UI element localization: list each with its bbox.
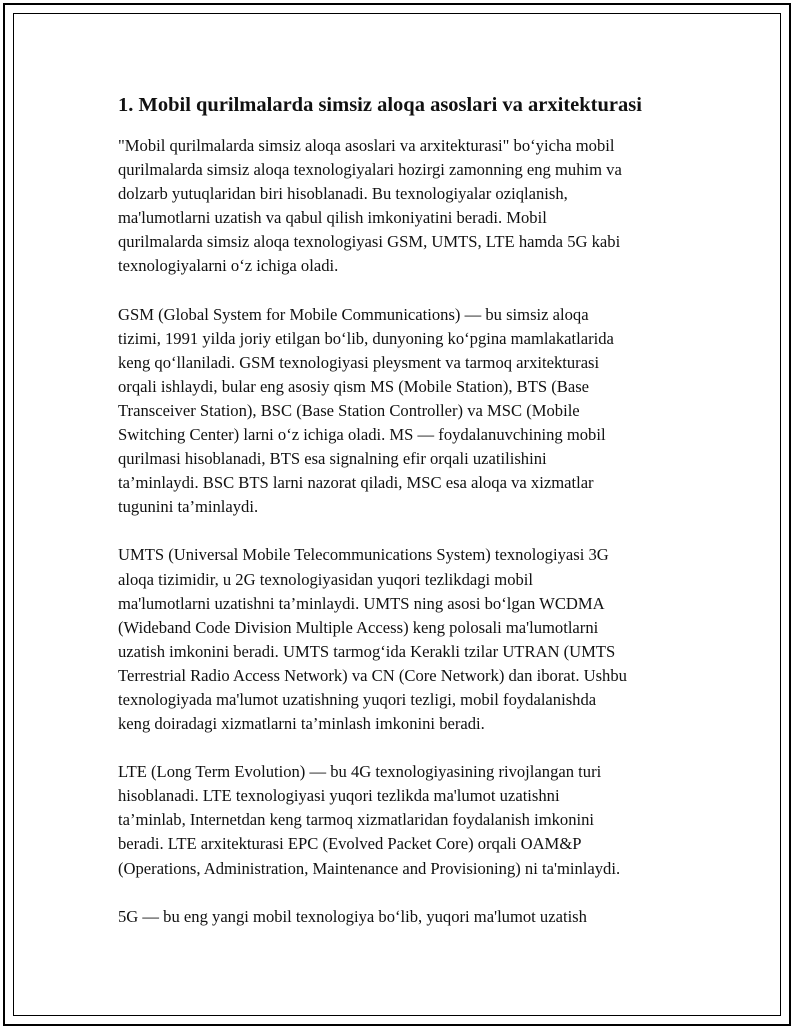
paragraph <box>118 760 688 880</box>
section-heading: 1. Mobil qurilmalarda simsiz aloqa asoslari va arxitekturasi <box>118 94 642 116</box>
paragraph <box>118 905 688 929</box>
paragraph-line: ta’minlab, Internetdan keng tarmoq xizmatlaridan foydalanish imkonini <box>118 810 595 830</box>
paragraph-line: beradi. LTE arxitekturasi EPC (Evolved Packet Core) orqali OAM&P <box>118 834 582 854</box>
paragraph-line: tugunini ta’minlaydi. <box>118 497 259 517</box>
paragraph-line: keng qo‘llaniladi. GSM texnologiyasi pleysment va tarmoq arxitekturasi <box>118 352 600 372</box>
paragraph-line: (Wideband Code Division Multiple Access) keng polosali ma'lumotlarni <box>118 617 599 637</box>
paragraph-line: keng doiradagi xizmatlarni ta’minlash imkonini beradi. <box>118 714 485 734</box>
paragraph-line: 5G — bu eng yangi mobil texnologiya bo‘lib, yuqori ma'lumot uzatish <box>118 906 587 926</box>
paragraph-line: UMTS (Universal Mobile Telecommunications System) texnologiyasi 3G <box>118 545 609 565</box>
paragraph-line: uzatish imkonini beradi. UMTS tarmog‘ida Kerakli tzilar UTRAN (UMTS <box>118 641 616 661</box>
paragraph-list <box>118 134 688 929</box>
paragraph-line: Switching Center) larni o‘z ichiga oladi. MS — foydalanuvchining mobil <box>118 425 606 445</box>
paragraph-line: aloqa tizimidir, u 2G texnologiyasidan yuqori tezlikdagi mobil <box>118 569 534 589</box>
paragraph-line: hisoblanadi. LTE texnologiyasi yuqori tezlikda ma'lumot uzatishni <box>118 786 560 806</box>
paragraph <box>118 303 688 520</box>
paragraph-line: texnologiyalarni o‘z ichiga oladi. <box>118 256 339 276</box>
paragraph-line: Terrestrial Radio Access Network) va CN (Core Network) dan iborat. Ushbu <box>118 665 627 685</box>
paragraph-line: qurilmalarda simsiz aloqa texnologiyasi GSM, UMTS, LTE hamda 5G kabi <box>118 232 621 252</box>
paragraph-line: orqali ishlaydi, bular eng asosiy qism MS (Mobile Station), BTS (Base <box>118 376 590 396</box>
paragraph-line: dolzarb yutuqlaridan biri hisoblanadi. Bu texnologiyalar oziqlanish, <box>118 184 568 204</box>
paragraph-line: qurilmalarda simsiz aloqa texnologiyalari hozirgi zamonning eng muhim va <box>118 160 622 180</box>
paragraph-line: ma'lumotlarni uzatish va qabul qilish imkoniyatini beradi. Mobil <box>118 208 547 228</box>
paragraph-line: GSM (Global System for Mobile Communications) — bu simsiz aloqa <box>118 304 589 324</box>
paragraph <box>118 543 688 736</box>
paragraph-line: LTE (Long Term Evolution) — bu 4G texnologiyasining rivojlangan turi <box>118 762 602 782</box>
paragraph-line: "Mobil qurilmalarda simsiz aloqa asoslari va arxitekturasi" bo‘yicha mobil <box>118 136 615 155</box>
paragraph-line: texnologiyada ma'lumot uzatishning yuqori tezligi, mobil foydalanishda <box>118 689 597 709</box>
document-body <box>118 92 688 953</box>
paragraph <box>118 134 688 279</box>
paragraph-line: Transceiver Station), BSC (Base Station Controller) va MSC (Mobile <box>118 400 580 420</box>
paragraph-line: (Operations, Administration, Maintenance and Provisioning) ni ta'minlaydi. <box>118 858 621 878</box>
paragraph-line: tizimi, 1991 yilda joriy etilgan bo‘lib, dunyoning ko‘pgina mamlakatlarida <box>118 328 614 348</box>
paragraph-line: ma'lumotlarni uzatishni ta’minlaydi. UMTS ning asosi bo‘lgan WCDMA <box>118 593 605 613</box>
paragraph-line: ta’minlaydi. BSC BTS larni nazorat qiladi, MSC esa aloqa va xizmatlar <box>118 473 594 493</box>
paragraph-line: qurilmasi hisoblanadi, BTS esa signalning efir orqali uzatilishini <box>118 449 547 469</box>
